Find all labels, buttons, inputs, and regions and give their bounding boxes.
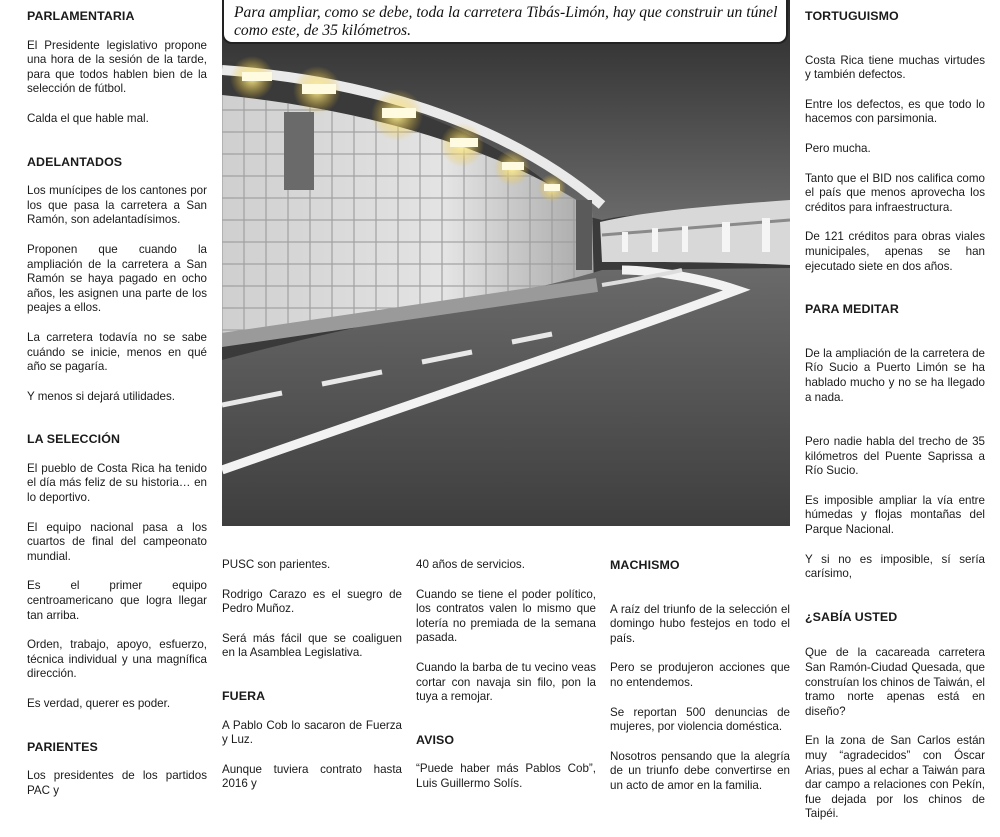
paragraph: Será más fácil que se coaliguen en la Asamblea Legislativa. — [222, 631, 402, 660]
paragraph: Aunque tuviera contrato hasta 2016 y — [222, 762, 402, 791]
paragraph: Que de la cacareada carretera San Ramón-Ciudad Quesada, que construían los chinos de Taiwán, el tramo norte apenas está en diseño? — [805, 646, 985, 718]
paragraph: “Puede haber más Pablos Cob”, Luis Guillermo Solís. — [416, 762, 596, 790]
paragraph: El equipo nacional pasa a los cuartos de final del campeonato mundial. — [27, 520, 207, 563]
column-center-3 — [610, 558, 790, 809]
paragraph: La carretera todavía no se sabe cuándo se inicie, menos en qué año se pagaría. — [27, 330, 207, 374]
paragraph: Pero mucha. — [805, 141, 871, 155]
paragraph: Los munícipes de los cantones por los que pasa la carretera a San Ramón, son adelantadísimos. — [27, 184, 207, 227]
section-title-parlamentaria: PARLAMENTARIA — [27, 9, 135, 23]
paragraph: Costa Rica tiene muchas virtudes y también defectos. — [805, 53, 985, 82]
column-left — [27, 9, 207, 813]
section-title-tortuguismo: TORTUGUISMO — [805, 9, 899, 23]
paragraph: Es imposible ampliar la vía entre húmedas y flojas montañas del Parque Nacional. — [805, 493, 985, 537]
paragraph: Es el primer equipo centroamericano que logra llegar tan arriba. — [27, 579, 207, 622]
paragraph: 40 años de servicios. — [416, 558, 525, 571]
paragraph: Entre los defectos, es que todo lo hacemos con parsimonia. — [805, 97, 985, 126]
paragraph: Los presidentes de los partidos PAC y — [27, 769, 207, 797]
paragraph: Tanto que el BID nos califica como el país que menos aprovecha los créditos para infraestructura. — [805, 171, 985, 214]
tunnel-photo — [222, 0, 790, 526]
paragraph: Pero se produjeron acciones que no entendemos. — [610, 661, 790, 689]
paragraph: PUSC son parientes. — [222, 558, 331, 571]
paragraph: Cuando la barba de tu vecino veas cortar con navaja sin filo, pon la tuya a remojar. — [416, 660, 596, 704]
photo-caption: Para ampliar, como se debe, toda la carretera Tibás-Limón, hay que construir un túnel como este, de 35 kilómetros. — [222, 0, 788, 44]
paragraph: El pueblo de Costa Rica ha tenido el día más feliz de su historia… en lo deportivo. — [27, 461, 207, 505]
column-center-2 — [416, 558, 596, 807]
paragraph: Proponen que cuando la ampliación de la carretera a San Ramón se haya pagado en ocho años, les asignen una parte de los peajes a ellos. — [27, 242, 207, 315]
section-title-sabia-usted: ¿SABÍA USTED — [805, 609, 898, 624]
paragraph: Nosotros pensando que la alegría de un triunfo debe convertirse en un acto de amor en la familia. — [610, 749, 790, 792]
section-title-para-meditar: PARA MEDITAR — [805, 302, 899, 317]
paragraph: Cuando se tiene el poder político, los contratos valen lo mismo que lotería no premiada de la semana pasada. — [416, 587, 596, 645]
section-title-fuera: FUERA — [222, 688, 266, 703]
paragraph: Se reportan 500 denuncias de mujeres, por violencia doméstica. — [610, 705, 790, 734]
paragraph: Rodrigo Carazo es el suegro de Pedro Muñoz. — [222, 587, 402, 616]
section-title-parientes: PARIENTES — [27, 739, 98, 754]
section-title-machismo: MACHISMO — [610, 558, 680, 572]
paragraph: A Pablo Cob lo sacaron de Fuerza y Luz. — [222, 718, 402, 747]
paragraph: Orden, trabajo, apoyo, esfuerzo, técnica individual y una magnífica dirección. — [27, 638, 207, 681]
paragraph: De 121 créditos para obras viales municipales, apenas se han ejecutado siete en dos años. — [805, 230, 985, 273]
paragraph: Y menos si dejará utilidades. — [27, 389, 176, 403]
paragraph: El Presidente legislativo propone una hora de la sesión de la tarde, para que todos hablen bien de la selección de fútbol. — [27, 38, 207, 96]
paragraph: Es verdad, querer es poder. — [27, 697, 171, 710]
paragraph: Calda el que hable mal. — [27, 111, 149, 125]
column-center-1 — [222, 558, 402, 807]
paragraph: Y si no es imposible, sí sería carísimo, — [805, 552, 985, 581]
paragraph: De la ampliación de la carretera de Río Sucio a Puerto Limón se ha hablado mucho y no se ha llegado a nada. — [805, 346, 985, 404]
column-right — [805, 9, 985, 837]
paragraph: Pero nadie habla del trecho de 35 kilómetros del Puente Saprissa a Río Sucio. — [805, 435, 985, 478]
paragraph: A raíz del triunfo de la selección el domingo hubo festejos en todo el país. — [610, 602, 790, 645]
section-title-la-seleccion: LA SELECCIÓN — [27, 432, 120, 447]
paragraph: En la zona de San Carlos están muy “agradecidos” con Óscar Arias, pues al echar a Taiwán para dar campo a relaciones con Pekín, fue dejada por los chinos de Taipéi. — [805, 734, 985, 821]
section-title-aviso: AVISO — [416, 732, 455, 747]
section-title-adelantados: ADELANTADOS — [27, 154, 123, 169]
